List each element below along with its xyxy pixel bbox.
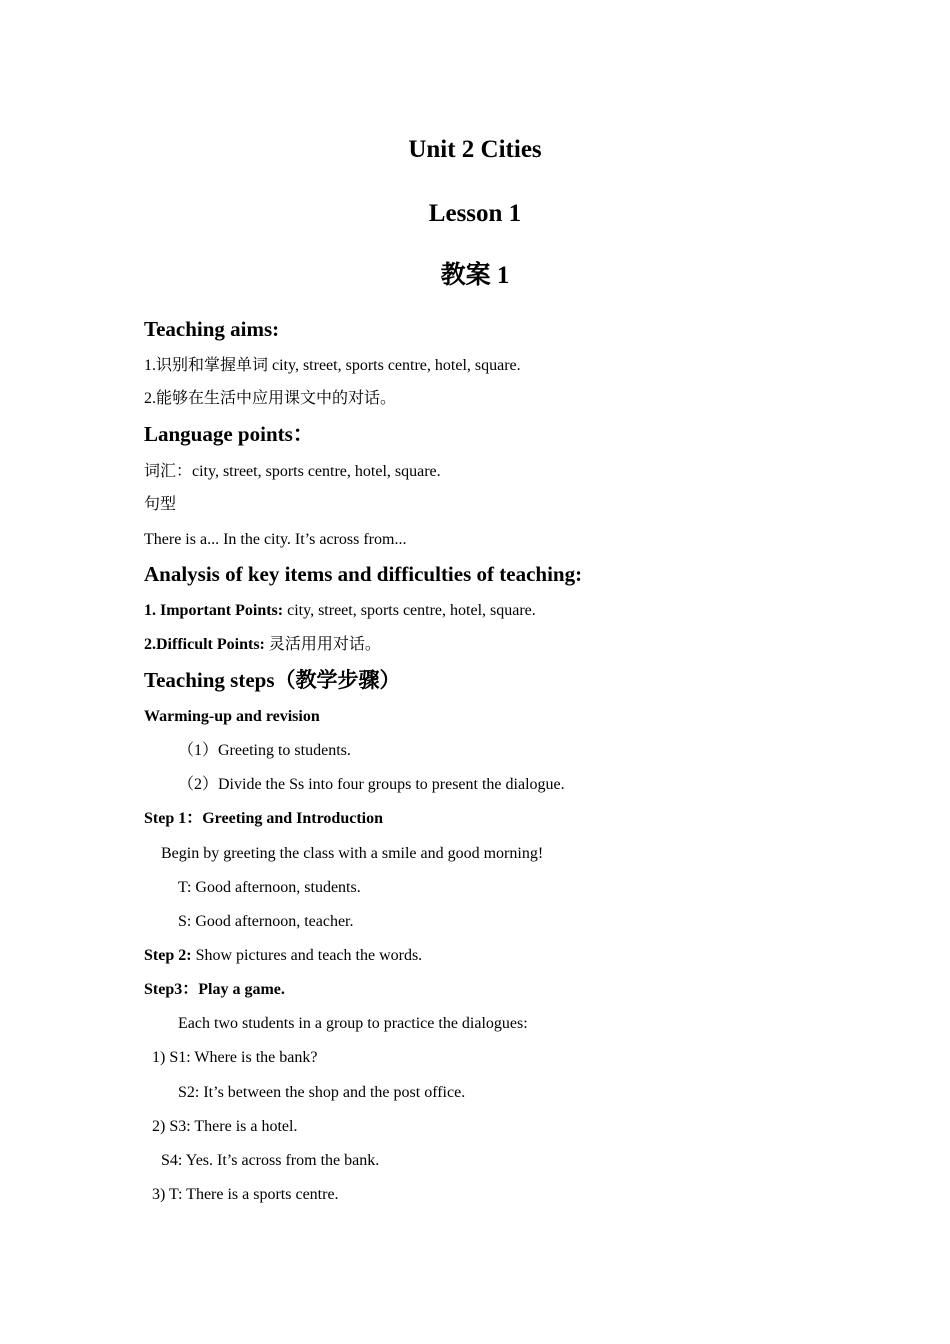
step1-heading: Step 1：Greeting and Introduction: [144, 810, 383, 827]
lesson-title: Lesson 1: [428, 200, 522, 227]
important-points-text: city, street, sports centre, hotel, square.: [283, 602, 536, 619]
step3-line: 1) S1: Where is the bank?: [152, 1049, 318, 1066]
teaching-aims-heading: Teaching aims:: [144, 317, 280, 341]
step1-line: T: Good afternoon, students.: [178, 879, 361, 896]
difficult-points-line: [144, 635, 381, 655]
teaching-aim-item: 2.能够在生活中应用课文中的对话。: [144, 390, 397, 407]
lesson-plan-title: 教案 1: [440, 262, 510, 289]
step1-line: S: Good afternoon, teacher.: [178, 913, 354, 930]
important-points-label: 1. Important Points:: [144, 602, 284, 619]
important-points-line: [144, 601, 536, 621]
step3-line: 2) S3: There is a hotel.: [152, 1118, 298, 1135]
step2-line: [144, 946, 422, 966]
step3-heading: Step3：Play a game.: [144, 981, 285, 998]
vocabulary-line: 词汇：city, street, sports centre, hotel, square.: [144, 463, 441, 480]
step1-line: Begin by greeting the class with a smile and good morning!: [161, 845, 544, 862]
analysis-heading: Analysis of key items and difficulties of teaching:: [144, 562, 583, 586]
step3-line: Each two students in a group to practice the dialogues:: [178, 1015, 528, 1032]
warmup-heading: Warming-up and revision: [144, 708, 320, 725]
step2-label: Step 2:: [144, 947, 192, 964]
difficult-points-label: 2.Difficult Points:: [144, 636, 265, 653]
step3-line: 3) T: There is a sports centre.: [152, 1186, 339, 1203]
teaching-steps-heading: Teaching steps（教学步骤）: [144, 668, 401, 692]
unit-title: Unit 2 Cities: [408, 136, 542, 163]
difficult-points-text: 灵活用用对话。: [264, 636, 381, 653]
warmup-item: （1）Greeting to students.: [178, 742, 351, 759]
step3-line: S4: Yes. It’s across from the bank.: [161, 1152, 380, 1169]
warmup-item: （2）Divide the Ss into four groups to present the dialogue.: [178, 776, 565, 793]
teaching-aim-item: 1.识别和掌握单词 city, street, sports centre, hotel, square.: [144, 357, 521, 374]
step2-text: Show pictures and teach the words.: [191, 947, 423, 964]
step3-line: S2: It’s between the shop and the post office.: [178, 1084, 466, 1101]
sentence-pattern: There is a... In the city. It’s across from...: [144, 531, 407, 548]
sentence-pattern-label: 句型: [144, 496, 177, 513]
language-points-heading: Language points：: [144, 422, 314, 446]
